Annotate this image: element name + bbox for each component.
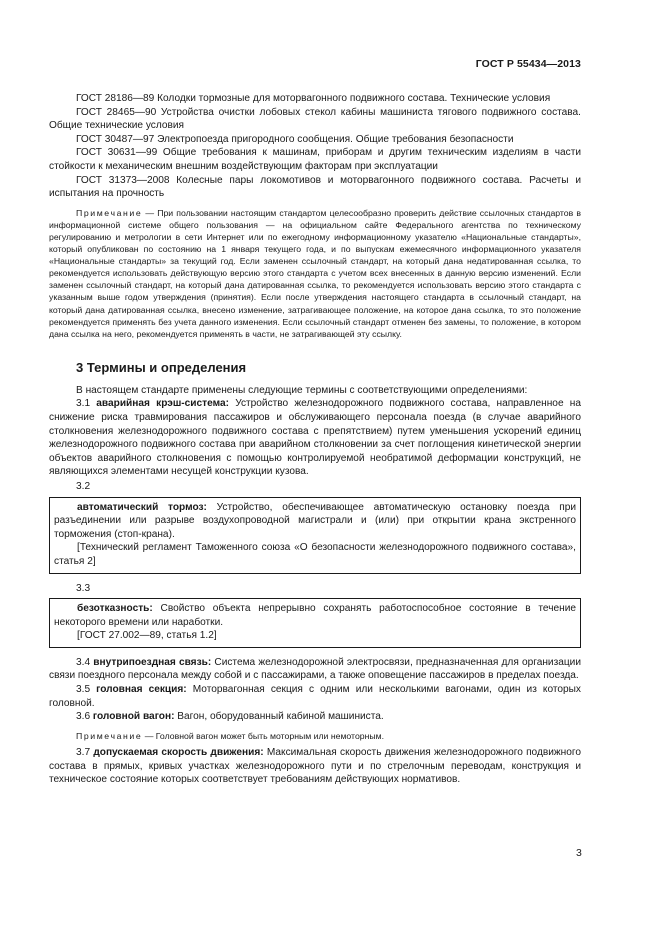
term-number: 3.6	[76, 711, 91, 723]
term-entry-3-4	[49, 656, 581, 683]
term-definition: Вагон, оборудованный кабиной машиниста.	[174, 711, 384, 723]
section-heading: 3 Термины и определения	[76, 359, 247, 375]
page-content	[49, 92, 581, 787]
normative-ref: ГОСТ 30631—99 Общие требования к машинам, приборам и другим техническим изделиям в части стойкости к механическим внешним воздействующим факторам при эксплуатации	[49, 147, 581, 172]
note-text: — При пользовании настоящим стандартом целесообразно проверить действие ссылочных стандартов в информационной системе общего пользования — на официальном сайте Федерального агентства по техническому регулированию и метрологии в сети Интернет или по ежегодному информационному указателю «Национальные стандарты», который опубликован по состоянию на 1 января текущего года, и по выпускам ежемесячного информационного указателя «Национальные стандарты» за текущий год. Если заменен ссылочный стандарт, на который дана недатированная ссылка, то рекомендуется использовать действующую версию этого стандарта с учетом всех внесенных в данную версию изменений. Если заменен ссылочный стандарт, на который дана датированная ссылка, то рекомендуется использовать версию этого стандарта с указанным выше годом утверждения (принятия). Если после утверждения настоящего стандарта в ссылочный стандарт, на который дана датированная ссылка, внесено изменение, затрагивающее положение, на которое дана ссылка, то это положение рекомендуется применять без учета данного изменения. Если ссылочный стандарт отменен без замены, то положение, в котором дана ссылка на него, рекомендуется применять в части, не затрагивающей эту ссылку.	[49, 207, 581, 339]
term-entry-3-3	[54, 602, 576, 629]
term-definition: Система железнодорожной электросвязи, предназначенная для организации связи поездного персонала между собой и с пассажирами, а также оповещение пассажиров в пределах поезда.	[49, 656, 581, 682]
term-name: головная секция:	[96, 684, 187, 696]
term-name: внутрипоездная связь:	[93, 656, 212, 668]
note-label: Примечание	[76, 207, 143, 218]
term-number: 3.4	[76, 656, 91, 668]
term-name: допускаемая скорость движения:	[93, 746, 264, 758]
term-number: 3.2	[76, 480, 91, 492]
term-entry-3-5	[49, 683, 581, 710]
term-definition: Максимальная скорость движения железнодорожного подвижного состава в прямых, кривых участках железнодорожного пути и по стрелочным переводам, конструкция и техническое состояние которых соответствует требованиям действующих нормативов.	[49, 746, 581, 786]
term-definition: Устройство, обеспечивающее автоматическую остановку поезда при разъединении или разрыве воздухопроводной магистрали и (или) при открытии крана экстренного торможения (стоп-крана).	[54, 501, 576, 540]
term-name: безотказность:	[77, 603, 153, 615]
note-label: Примечание	[76, 730, 143, 741]
page-number: 3	[576, 847, 582, 859]
note-text: — Головной вагон может быть моторным или немоторным.	[142, 730, 385, 741]
term-definition: Свойство объекта непрерывно сохранять работоспособное состояние в течение некоторого времени или наработки.	[54, 603, 576, 628]
term-entry-3-1	[49, 397, 581, 479]
term-entry-3-7	[49, 746, 581, 787]
term-box-3-3	[49, 598, 581, 648]
note-references	[49, 207, 581, 340]
term-source: [ГОСТ 27.002—89, статья 1.2]	[77, 630, 217, 642]
section-intro: В настоящем стандарте применены следующие термины с соответствующими определениями:	[76, 384, 528, 396]
term-number: 3.7	[76, 746, 91, 758]
term-name: автоматический тормоз:	[77, 501, 207, 513]
term-number: 3.1	[76, 398, 91, 410]
normative-ref: ГОСТ 28186—89 Колодки тормозные для моторвагонного подвижного состава. Технические условия	[76, 93, 551, 104]
normative-ref: ГОСТ 30487—97 Электропоезда пригородного сообщения. Общие требования безопасности	[76, 133, 514, 145]
term-name: аварийная крэш-система:	[96, 398, 229, 410]
term-definition: Моторвагонная секция с одним или несколькими вагонами, один из которых головной.	[49, 684, 581, 709]
term-number: 3.3	[76, 582, 91, 594]
normative-ref: ГОСТ 31373—2008 Колесные пары локомотивов и моторвагонного подвижного состава. Расчеты и испытания на прочность	[49, 174, 581, 200]
term-source: [Технический регламент Таможенного союза «О безопасности железнодорожного подвижного состава», статья 2]	[54, 542, 576, 567]
term-entry-3-2	[54, 501, 576, 542]
term-definition: Устройство железнодорожного подвижного состава, направленное на снижение риска травмирования пассажиров и обслуживающего персонала поезда (в случае аварийного столкновения железнодорожного подвижного состава с препятствием) путем уменьшения ускорений единиц железнодорожного подвижного состава при аварийном столкновении за счет поглощения кинетической энергии объектов аварийного столкновения с помощью контролируемой необратимой деформации конструкций, не являющихся элементами несущей конструкции кузова.	[49, 398, 582, 478]
term-entry-3-6	[49, 710, 581, 724]
term-number: 3.5	[76, 684, 91, 696]
term-name: головной вагон:	[92, 711, 175, 723]
note-head-car	[49, 730, 581, 742]
term-box-3-2	[49, 497, 581, 574]
normative-ref: ГОСТ 28465—90 Устройства очистки лобовых стекол кабины машиниста тягового подвижного состава. Общие технические условия	[49, 106, 581, 132]
document-code-header: ГОСТ Р 55434—2013	[475, 58, 581, 70]
